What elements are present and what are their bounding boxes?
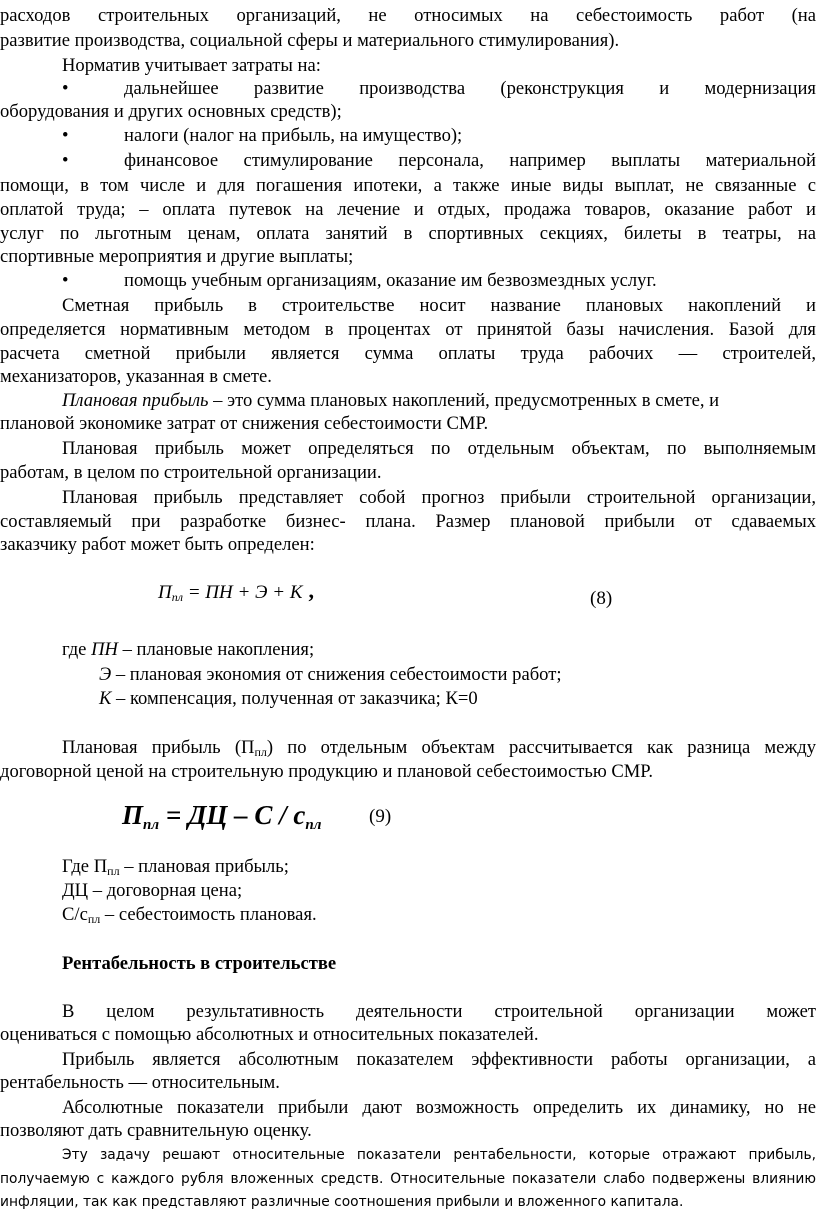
text-line: определяется нормативным методом в процентах от принятой базы начисления. Базой для (0, 319, 816, 340)
text-line: оцениваться с помощью абсолютных и относительных показателей. (0, 1024, 539, 1045)
text-line: расчета сметной прибыли является сумма оплаты труда рабочих — строителей, (0, 343, 816, 364)
text-line: Э – плановая экономия от снижения себестоимости работ; (99, 664, 562, 685)
bullet-icon: • (62, 125, 69, 146)
text-line: В целом результативность деятельности строительной организации может (62, 1001, 816, 1022)
text-line: заказчику работ может быть определен: (0, 534, 315, 555)
text-line: спортивные мероприятия и другие выплаты; (0, 246, 354, 267)
text-line: развитие производства, социальной сферы и материального стимулирования). (0, 30, 620, 51)
text-line: Плановая прибыль может определяться по отдельным объектам, по выполняемым (62, 438, 816, 459)
text-line: механизаторов, указанная в смете. (0, 366, 272, 387)
text-line: Абсолютные показатели прибыли дают возможность определить их динамику, но не (62, 1097, 816, 1118)
text-line: К – компенсация, полученная от заказчика; К=0 (99, 688, 478, 709)
text-line: Норматив учитывает затраты на: (62, 55, 321, 76)
bullet-icon: • (62, 270, 69, 291)
bullet-icon: • (62, 78, 69, 99)
text-line: Плановая прибыль представляет собой прогноз прибыли строительной организации, (62, 487, 816, 508)
text-line: плановой экономике затрат от снижения себестоимости СМР. (0, 413, 489, 434)
text-line: ДЦ – договорная цена; (62, 880, 243, 901)
formula-number: (8) (590, 588, 613, 609)
text-line: оплатой труда; – оплата путевок на лечение и отдых, продажа товаров, оказание работ и (0, 199, 816, 220)
text-line: Плановая прибыль – это сумма плановых накоплений, предусмотренных в смете, и (62, 390, 720, 411)
document-page: расходов строительных организаций, не относимых на себестоимость работ (на развитие производства, социальной сферы и материального стимулирования). Норматив учитывает затраты на: • дальнейшее развитие производства (реконструкция и модернизация оборудования и других основных средств); • налоги (налог на прибыль, на имущество); • финансовое стимулирование персонала, например выплаты материальной помощи, в том числе и для погашения ипотеки, а также иные виды выплат, не связанные с оплатой труда; – оплата путевок на лечение и отдых, продажа товаров, оказание работ и услуг по льготным ценам, оплата занятий в спортивных секциях, билеты в театры, на спортивные мероприятия и другие выплаты; • помощь учебным организациям, оказание им безвозмездных услуг. Сметная прибыль в строительстве носит название плановых накоплений и определяется нормативным методом в процентах от принятой базы начисления. Базой для расчета сметной прибыли является сумма оплаты труда рабочих — строителей, механизаторов, указанная в смете. Плановая прибыль – это сумма плановых накоплений, предусмотренных в смете, и плановой экономике затрат от снижения себестоимости СМР. Плановая прибыль может определяться по отдельным объектам, по выполняемым работам, в целом по строительной организации. Плановая прибыль представляет собой прогноз прибыли строительной организации, составляемый при разработке бизнес- плана. Размер плановой прибыли от сдаваемых заказчику работ может быть определен: Ппл = ПН + Э + К , (8) где ПН – плановые накопления; Э – плановая экономия от снижения себестоимости работ; К – компенсация, полученная от заказчика; К=0 Плановая прибыль (Ппл) по отдельным объектам рассчитывается как разница между договорной ценой на строительную продукцию и плановой себестоимостью СМР. Ппл = ДЦ – С / спл (9) Где Ппл – плановая прибыль; ДЦ – договорная цена; С/спл – себестоимость плановая. Рентабельность в строительстве В целом результативность деятельности строительной организации может оцениваться с помощью абсолютных и относительных показателей. Прибыль является абсолютным показателем эффективности работы организации, а рентабельность — относительным. Абсолютные показатели прибыли дают возможность определить их динамику, но не позволяют дать сравнительную оценку. Эту задачу решают относительные показатели рентабельности, которые отражают прибыль, получаемую с каждого рубля вложенных средств. Относительные показатели слабо подвержены влиянию инфляции, так как представляют различные соотношения прибыли и вложенного капитала. (0, 0, 816, 1215)
section-heading: Рентабельность в строительстве (62, 953, 337, 974)
formula-8: Ппл = ПН + Э + К , (158, 578, 314, 604)
text-line: расходов строительных организаций, не относимых на себестоимость работ (на (0, 5, 816, 26)
text-line: Плановая прибыль (Ппл) по отдельным объектам рассчитывается как разница между (62, 737, 816, 759)
bullet-icon: • (62, 150, 69, 171)
term: Плановая прибыль (62, 390, 209, 411)
text-line: инфляции, так как представляют различные соотношения прибыли и вложенного капитала. (0, 1194, 684, 1210)
text-line: оборудования и других основных средств); (0, 101, 342, 122)
text-line: договорной ценой на строительную продукцию и плановой себестоимостью СМР. (0, 761, 653, 782)
text-line: Сметная прибыль в строительстве носит название плановых накоплений и (62, 295, 816, 316)
text-line: работам, в целом по строительной организации. (0, 462, 382, 483)
formula-9: Ппл = ДЦ – С / спл (122, 800, 322, 833)
text-line: С/спл – себестоимость плановая. (62, 904, 317, 926)
text-line: получаемую с каждого рубля вложенных средств. Относительные показатели слабо подвержены влиянию (0, 1171, 816, 1187)
text-line: Где Ппл – плановая прибыль; (62, 856, 289, 878)
text-line: Прибыль является абсолютным показателем эффективности работы организации, а (62, 1049, 816, 1070)
text-line: где ПН – плановые накопления; (62, 639, 315, 660)
text-line: Эту задачу решают относительные показатели рентабельности, которые отражают прибыль, (62, 1147, 816, 1163)
text-line: рентабельность — относительным. (0, 1072, 280, 1093)
text-line: составляемый при разработке бизнес- плана. Размер плановой прибыли от сдаваемых (0, 511, 816, 532)
text-line: позволяют дать сравнительную оценку. (0, 1120, 312, 1141)
formula-number: (9) (369, 806, 392, 827)
text-line: помощи, в том числе и для погашения ипотеки, а также иные виды выплат, не связанные с (0, 175, 816, 196)
text-line: услуг по льготным ценам, оплата занятий в спортивных секциях, билеты в театры, на (0, 223, 816, 244)
